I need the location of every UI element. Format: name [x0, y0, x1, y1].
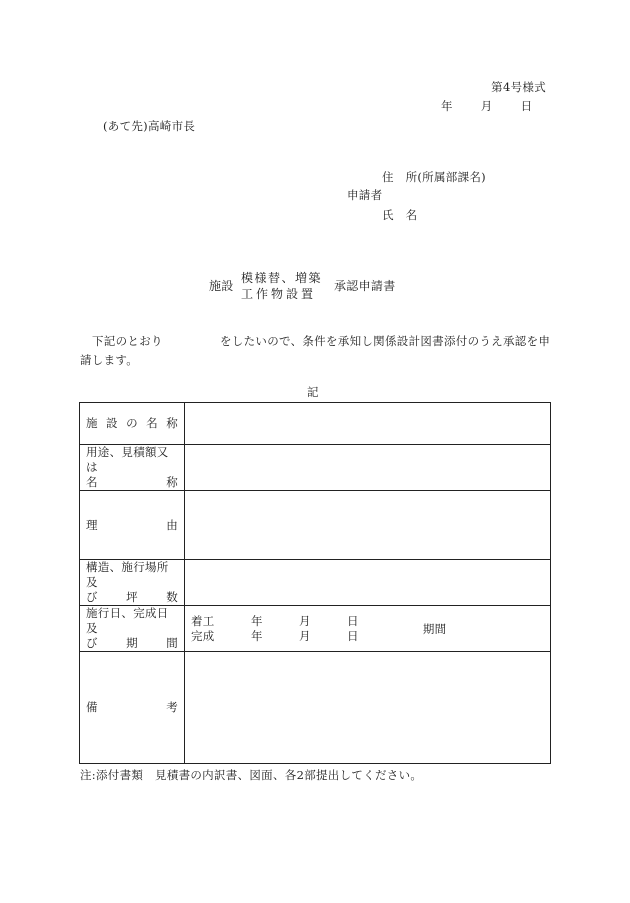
end-date-row [191, 629, 359, 644]
table-row-structure [80, 560, 551, 606]
field-remarks[interactable] [185, 652, 551, 764]
end-month: 月 [299, 628, 311, 643]
start-month: 月 [299, 613, 311, 628]
body-text-end: 請します。 [80, 353, 139, 367]
end-label: 完成 [191, 628, 215, 643]
date-month: 月 [480, 99, 493, 113]
table-row-dates [80, 606, 551, 652]
label-remarks: 備 考 [80, 652, 185, 764]
date-line [441, 101, 532, 113]
addressee: (あて先)高崎市長 [103, 119, 196, 133]
period-label: 期間 [422, 621, 447, 636]
table-row-use [80, 445, 551, 491]
field-use[interactable] [185, 445, 551, 491]
body-text-main: をしたいので、条件を承知し関係設計図書添付のうえ承認を申 [220, 334, 551, 348]
label-structure: 構造、施行場所及 び 坪 数 [80, 560, 185, 606]
label-facility-name: 施 設 の 名 称 [80, 403, 185, 445]
start-day: 日 [347, 613, 359, 628]
applicant-label: 申請者 [347, 188, 383, 202]
title-suffix: 承認申請書 [334, 279, 396, 293]
label-use: 用途、見積額又は 名 称 [80, 445, 185, 491]
date-day: 日 [520, 99, 533, 113]
table-row-remarks [80, 652, 551, 764]
label-reason: 理 由 [80, 491, 185, 560]
start-year: 年 [251, 613, 263, 628]
form-number: 第4号様式 [491, 80, 546, 94]
label-dates: 施行日、完成日及 び 期 間 [80, 606, 185, 652]
start-label: 着工 [191, 613, 215, 628]
attachment-note: 注:添付書類 見積書の内訳書、図面、各2部提出してください。 [80, 768, 423, 782]
title-option-renovation: 模様替、増築 [241, 271, 323, 285]
applicant-address-label: 住 所(所属部課名) [382, 170, 486, 184]
field-structure[interactable] [185, 560, 551, 606]
field-facility-name[interactable] [185, 403, 551, 445]
date-year: 年 [441, 99, 453, 113]
field-dates[interactable] [185, 606, 551, 652]
title-facility: 施設 [209, 279, 234, 293]
title-option-structure: 工作物設置 [241, 287, 317, 301]
end-year: 年 [251, 628, 263, 643]
end-day: 日 [347, 628, 359, 643]
table-row-reason [80, 491, 551, 560]
field-reason[interactable] [185, 491, 551, 560]
body-text-intro: 下記のとおり [92, 334, 163, 348]
applicant-name-label: 氏 名 [382, 208, 418, 222]
start-date-row [191, 614, 359, 629]
table-row-facility-name [80, 403, 551, 445]
application-table [79, 402, 551, 764]
section-heading: 記 [307, 385, 319, 399]
